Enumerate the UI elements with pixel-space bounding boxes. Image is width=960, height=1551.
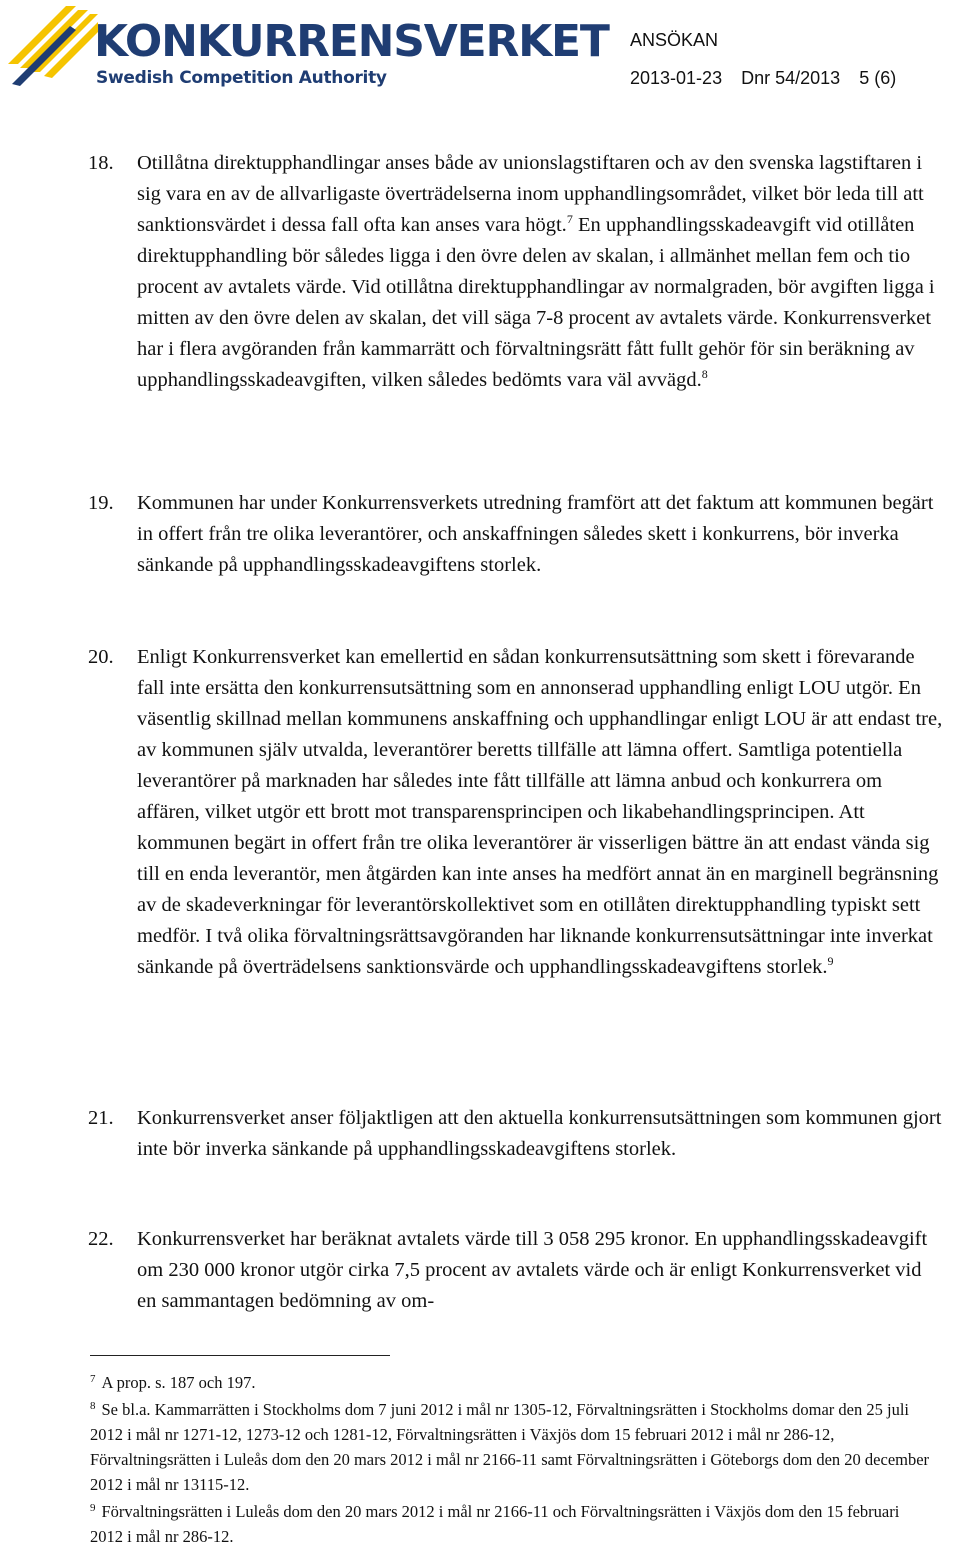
footnote-7 xyxy=(90,1370,935,1395)
paragraph-number: 22. xyxy=(88,1228,114,1250)
footnote-8 xyxy=(90,1397,935,1497)
paragraph-text xyxy=(137,1224,943,1317)
document-dnr: Dnr 54/2013 xyxy=(741,68,841,88)
paragraph-text-run: Otillåtna direktupphandlingar anses både av unionslagstiftaren och av den svenska lagstiftaren i sig vara en av de allvarligaste överträdelserna inom upphandlingsområdet, vilket bör leda till att sanktionsvärdet i dessa fall ofta kan anses vara högt. xyxy=(137,152,924,236)
footnotes xyxy=(90,1370,935,1551)
logo xyxy=(8,6,609,96)
footnote-number: 7 xyxy=(90,1372,96,1385)
paragraph-number: 18. xyxy=(88,152,114,174)
footnote-number: 9 xyxy=(90,1501,96,1514)
document-type: ANSÖKAN xyxy=(630,30,719,50)
paragraph-text-run: En upphandlingsskadeavgift vid otillåten direktupphandling bör således ligga i den övre delen av skalan, i allmänhet mellan fem och tio procent av avtalets värde. Vid otillåtna direktupphandlingar av normalgraden, bör avgiften ligga i mitten av den övre delen av skalan, det vill säga 7-8 procent av avtalets värde. Konkurrensverket har i flera avgöranden från kammarrätt och förvaltningsrätt fått fullt gehör för sin beräkning av upphandlingsskadeavgiften, vilken således bedömts vara väl avvägd. xyxy=(137,214,935,391)
footnote-ref-8[interactable]: 8 xyxy=(701,367,708,382)
paragraph-text xyxy=(137,1103,943,1165)
logo-mark-icon xyxy=(8,6,98,96)
paragraph-number: 19. xyxy=(88,492,114,514)
footnote-9 xyxy=(90,1499,935,1549)
footnote-number: 8 xyxy=(90,1399,96,1412)
paragraph-text xyxy=(137,642,943,983)
paragraph-21 xyxy=(88,1103,943,1165)
document-date: 2013-01-23 xyxy=(630,68,723,88)
paragraph-number: 21. xyxy=(88,1107,114,1129)
paragraph-text xyxy=(137,488,943,581)
paragraph-22 xyxy=(88,1224,943,1317)
paragraph-20 xyxy=(88,642,943,983)
document-meta xyxy=(630,68,910,89)
org-subtitle: Swedish Competition Authority xyxy=(96,68,387,88)
org-name: KONKURRENSVERKET xyxy=(94,16,609,67)
page-number: 5 (6) xyxy=(859,68,897,88)
paragraph-18 xyxy=(88,148,943,396)
paragraph-number: 20. xyxy=(88,646,114,668)
paragraph-text-run: Enligt Konkurrensverket kan emellertid en sådan konkurrensutsättning som skett i förevarande fall inte ersätta den konkurrensutsättning som en annonserad upphandling enligt LOU utgör. En väsentlig skillnad mellan kommunens anskaffning och upphandlingar enligt LOU är att endast tre, av kommunen själv utvalda, leverantörer beretts tillfälle att lämna offert. Samtliga potentiella leverantörer på marknaden har således inte fått tillfälle att lämna anbud och konkurrera om affären, vilket utgör ett brott mot transparensprincipen och likabehandlingsprincipen. Att kommunen begärt in offert från tre olika leverantörer är visserligen bättre än att endast vända sig till en enda leverantör, men åtgärden kan inte anses ha medfört annat än en marginell begränsning av de skadeverkningar för leverantörskollektivet som en otillåten direktupphandling typiskt sett medför. I två olika förvaltningsrättsavgöranden har liknande konkurrensutsättningar inte inverkat sänkande på överträdelsens sanktionsvärde och upphandlingsskadeavgiftens storlek. xyxy=(137,646,943,978)
paragraph-19 xyxy=(88,488,943,581)
footnote-text: Se bl.a. Kammarrätten i Stockholms dom 7 juni 2012 i mål nr 1305-12, Förvaltningsrätten i Stockholms domar den 25 juli 2012 i mål nr 1271-12, 1273-12 och 1281-12, Förvaltningsrätten i Växjös dom 15 februari 2012 i mål nr 286-12, Förvaltningsrätten i Luleås dom den 20 mars 2012 i mål nr 2166-11 samt Förvaltningsrätten i Göteborgs dom den 20 december 2012 i mål nr 13115-12. xyxy=(90,1400,930,1494)
footnote-ref-9[interactable]: 9 xyxy=(827,954,834,969)
paragraph-text-run: Konkurrensverket anser följaktligen att den aktuella konkurrensutsättningen som kommunen gjort inte bör inverka sänkande på upphandlingsskadeavgiftens storlek. xyxy=(137,1107,942,1160)
footnote-text: Förvaltningsrätten i Luleås dom den 20 mars 2012 i mål nr 2166-11 och Förvaltningsrätten i Växjös dom den 15 februari 2012 i mål nr 286-12. xyxy=(90,1502,900,1546)
footnote-text: A prop. s. 187 och 197. xyxy=(101,1373,256,1392)
paragraph-text-run: Kommunen har under Konkurrensverkets utredning framfört att det faktum att kommunen begärt in offert från tre olika leverantörer, och anskaffningen således skett i konkurrens, bör inverka sänkande på upphandlingsskadeavgiftens storlek. xyxy=(137,492,934,576)
footnote-divider xyxy=(90,1355,390,1356)
footnote-ref-7[interactable]: 7 xyxy=(566,212,573,227)
paragraph-text xyxy=(137,148,943,396)
paragraph-text-run: Konkurrensverket har beräknat avtalets värde till 3 058 295 kronor. En upphandlingsskadeavgift om 230 000 kronor utgör cirka 7,5 procent av avtalets värde och är enligt Konkurrensverket vid en sammantagen bedömning av om- xyxy=(137,1228,928,1312)
